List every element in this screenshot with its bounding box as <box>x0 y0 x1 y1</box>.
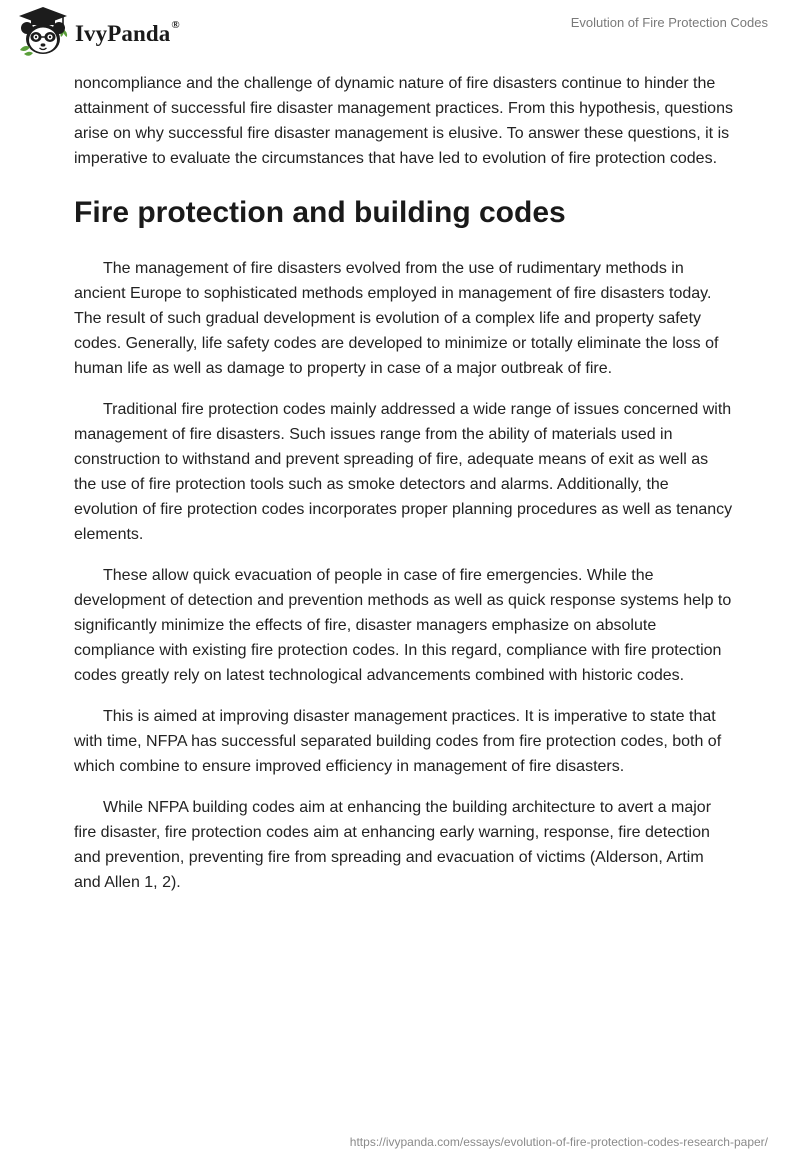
body-paragraph: The management of fire disasters evolved from the use of rudimentary methods in ancient Europe to sophisticated methods employed in management of fire disasters today. The result of such gradual development is evolution of a complex life and property safety codes. Generally, life safety codes are developed to minimize or totally eliminate the loss of human life as well as damage to property in case of a major outbreak of fire. <box>74 260 719 377</box>
body-paragraph: Traditional fire protection codes mainly addressed a wide range of issues concerned with management of fire disasters. Such issues range from the ability of materials used in construction to withstand and prevent spreading of fire, adequate means of exit as well as the use of fire protection tools such as smoke detectors and alarms. Additionally, the evolution of fire protection codes incorporates proper planning procedures as well as tenancy elements. <box>74 401 733 543</box>
ivypanda-logo[interactable] <box>14 6 180 58</box>
body-paragraph: This is aimed at improving disaster management practices. It is imperative to state that with time, NFPA has successful separated building codes from fire protection codes, both of which combine to ensure improved efficiency in management of fire disasters. <box>74 708 722 775</box>
intro-paragraph: noncompliance and the challenge of dynamic nature of fire disasters continue to hinder the attainment of successful fire disaster management practices. From this hypothesis, questions arise on why successful fire disaster management is elusive. To answer these questions, it is imperative to evaluate the circumstances that have led to evolution of fire protection codes. <box>74 75 733 167</box>
body-paragraph: These allow quick evacuation of people in case of fire emergencies. While the development of detection and prevention methods as well as quick response systems help to significantly minimize the effects of fire, disaster managers emphasize on absolute compliance with existing fire protection codes. In this regard, compliance with fire protection codes greatly rely on latest technological advancements combined with historic codes. <box>74 567 732 684</box>
registered-mark: ® <box>171 19 180 31</box>
panda-graduate-icon <box>14 6 72 58</box>
essay-body <box>74 71 734 911</box>
document-title: Evolution of Fire Protection Codes <box>570 15 768 30</box>
section-heading: Fire protection and building codes <box>74 196 566 229</box>
brand-name: IvyPanda® <box>75 19 180 46</box>
page-header <box>0 0 800 70</box>
body-paragraph: While NFPA building codes aim at enhancing the building architecture to avert a major fire disaster, fire protection codes aim at enhancing early warning, response, fire detection and prevention, preventing fire from spreading and evacuation of victims (Alderson, Artim and Allen 1, 2). <box>74 799 712 891</box>
source-url-link[interactable]: https://ivypanda.com/essays/evolution-of-fire-protection-codes-research-paper/ <box>349 1135 768 1149</box>
